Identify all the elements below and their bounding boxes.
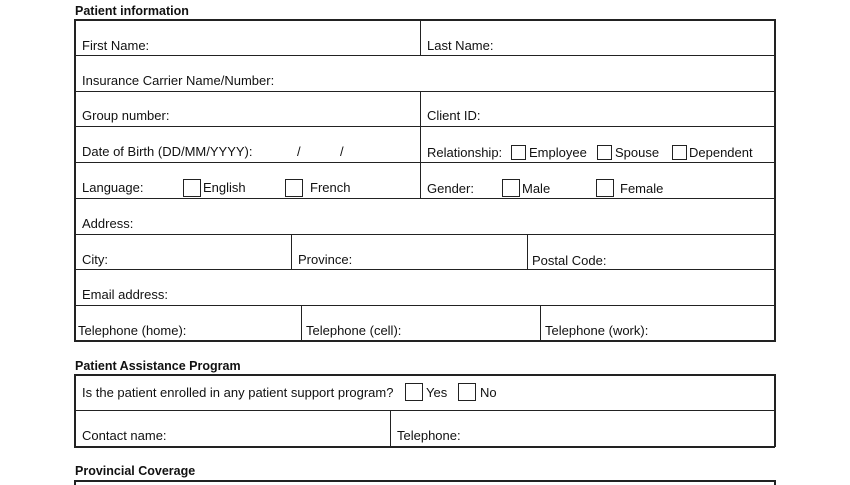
male-checkbox[interactable]: [502, 179, 520, 197]
address-label: Address:: [82, 216, 134, 231]
language-label: Language:: [82, 180, 144, 195]
spouse-option-label: Spouse: [615, 145, 660, 160]
telephone-label: Telephone:: [397, 428, 461, 443]
email-address-label: Email address:: [82, 287, 168, 302]
english-option-label: English: [203, 180, 246, 195]
no-checkbox[interactable]: [458, 383, 476, 401]
yes-option-label: Yes: [426, 385, 448, 400]
section-heading-patient-information: Patient information: [75, 4, 189, 18]
last-name-label: Last Name:: [427, 38, 494, 53]
female-checkbox[interactable]: [596, 179, 614, 197]
male-option-label: Male: [522, 181, 551, 196]
dob-separator: /: [297, 144, 301, 159]
telephone-work-label: Telephone (work):: [545, 323, 649, 338]
city-label: City:: [82, 252, 108, 267]
gender-label: Gender:: [427, 181, 474, 196]
postal-code-label: Postal Code:: [532, 253, 607, 268]
group-number-label: Group number:: [82, 108, 170, 123]
english-checkbox[interactable]: [183, 179, 201, 197]
spouse-checkbox[interactable]: [597, 145, 612, 160]
french-option-label: French: [310, 180, 351, 195]
french-checkbox[interactable]: [285, 179, 303, 197]
province-label: Province:: [298, 252, 353, 267]
contact-name-label: Contact name:: [82, 428, 167, 443]
dependent-checkbox[interactable]: [672, 145, 687, 160]
dependent-option-label: Dependent: [689, 145, 753, 160]
female-option-label: Female: [620, 181, 664, 196]
employee-option-label: Employee: [529, 145, 587, 160]
telephone-cell-label: Telephone (cell):: [306, 323, 402, 338]
first-name-label: First Name:: [82, 38, 150, 53]
no-option-label: No: [480, 385, 497, 400]
insurance-carrier-label: Insurance Carrier Name/Number:: [82, 73, 275, 88]
section-heading-patient-assistance: Patient Assistance Program: [75, 359, 241, 373]
client-id-label: Client ID:: [427, 108, 481, 123]
telephone-home-label: Telephone (home):: [78, 323, 187, 338]
relationship-label: Relationship:: [427, 145, 503, 160]
dob-separator: /: [340, 144, 344, 159]
employee-checkbox[interactable]: [511, 145, 526, 160]
yes-checkbox[interactable]: [405, 383, 423, 401]
section-heading-provincial-coverage: Provincial Coverage: [75, 464, 196, 478]
date-of-birth-label: Date of Birth (DD/MM/YYYY):: [82, 144, 253, 159]
support-program-question: Is the patient enrolled in any patient support program?: [82, 385, 394, 400]
